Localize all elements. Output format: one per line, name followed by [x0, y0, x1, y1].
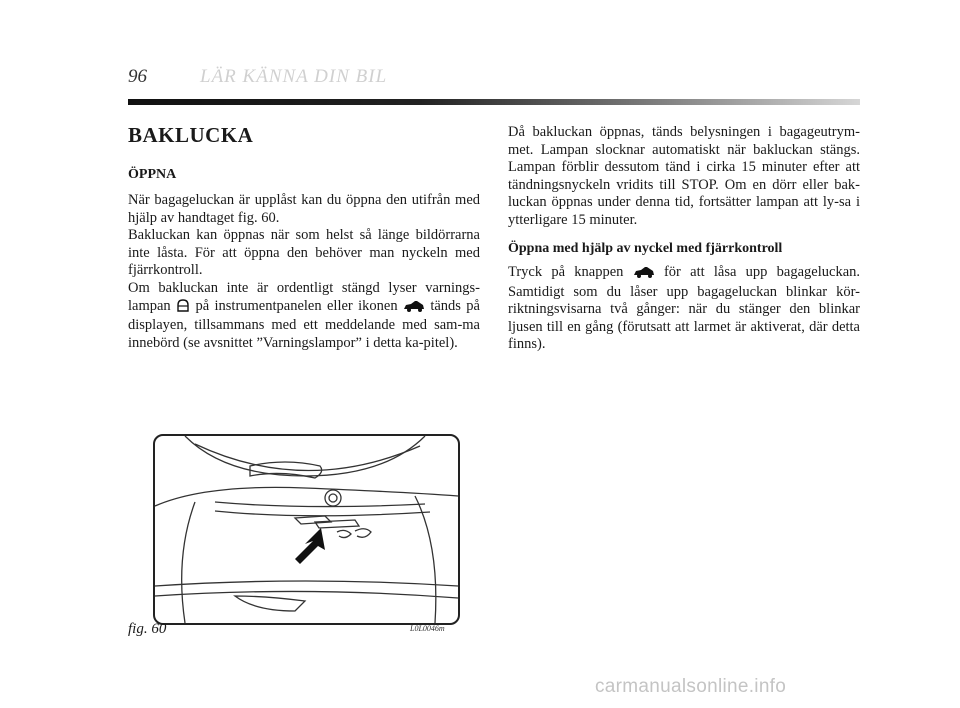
- running-header: LÄR KÄNNA DIN BIL: [200, 66, 388, 87]
- car-trunk-open-icon: [403, 300, 425, 318]
- figure-caption: fig. 60: [128, 621, 167, 637]
- section-title: BAKLUCKA: [128, 123, 254, 147]
- left-p3-middle: på instrumentpanelen eller ikonen: [195, 297, 398, 314]
- left-p3-start: Om bakluckan inte är ordentligt stängd lyser varnings-lampan: [128, 280, 480, 314]
- page-number: 96: [128, 66, 147, 87]
- left-paragraph-1: När bagageluckan är upplåst kan du öppna den utifrån med hjälp av handtaget fig. 60.: [128, 192, 480, 226]
- right-paragraph-1: Då bakluckan öppnas, tänds belysningen i bagageutrym-met. Lampan slocknar automatiskt när bakluckan stängs. Lampan förblir dessutom tänd i cirka 15 minuter efter att tändningsnyckeln vridits till STOP. Om en dörr eller bak-luckan öppnas under denna tid, fortsätter lampan att ly-sa i ytterligare 15 minuter.: [508, 124, 860, 228]
- left-paragraph-3: [128, 280, 480, 352]
- left-p3-end: tänds på displayen, tillsammans med ett meddelande med sam-ma innebörd (se avsnittet ”Varningslampor” i detta ka-pitel).: [128, 297, 480, 351]
- left-paragraph-2: Bakluckan kan öppnas när som helst så länge bildörrarna inte låsta. För att öppna den behöver man nyckeln med fjärrkontroll.: [128, 227, 480, 279]
- watermark: carmanualsonline.info: [595, 676, 787, 697]
- trunk-handle-drawing: [155, 436, 458, 623]
- header-rule: [128, 99, 860, 105]
- right-p2-end: för att låsa upp bagageluckan. Samtidigt som du låser upp bagageluckan blinkar kör-riktningsvisarna två gånger: när du stänger den blinkar ljusen till en gång (förutsatt att larmet är aktiverat, där detta finns).: [508, 264, 861, 353]
- subhead-open: ÖPPNA: [128, 167, 177, 182]
- subhead-remote: Öppna med hjälp av nyckel med fjärrkontroll: [508, 241, 783, 256]
- key-trunk-button-icon: [633, 266, 655, 284]
- right-p2-start: Tryck på knappen: [508, 264, 624, 280]
- figure-code: L0L0046m: [410, 624, 445, 633]
- right-paragraph-2: [508, 264, 860, 354]
- figure-60-illustration: [153, 434, 460, 625]
- open-trunk-warning-icon: [176, 299, 190, 318]
